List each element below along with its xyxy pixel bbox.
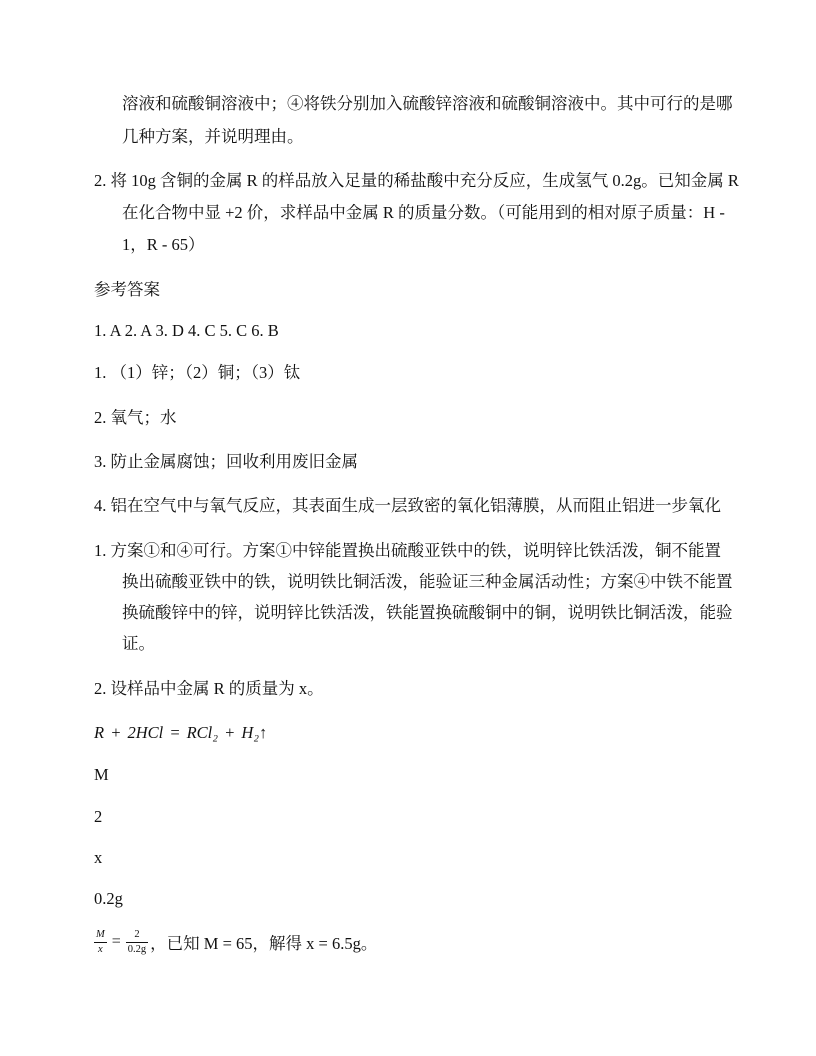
- fraction-denominator: 0.2g: [127, 943, 147, 955]
- calc-value: M: [94, 765, 109, 784]
- calc-answer-intro: 2. 设样品中金属 R 的质量为 x。: [94, 679, 324, 698]
- explain-answer-1-line: 换硫酸锌中的锌，说明锌比铁活泼，铁能置换硫酸铜中的铜，说明铁比铜活泼，能验: [122, 603, 733, 622]
- choice-answers: 1. A 2. A 3. D 4. C 5. C 6. B: [94, 321, 279, 340]
- calc-result-line: [94, 925, 377, 959]
- calc-value: 0.2g: [94, 889, 123, 908]
- fill-answer-2: 2. 氧气；水: [94, 408, 177, 427]
- chemical-equation: R + 2HCl = RCl₂ + H₂↑: [94, 723, 268, 742]
- fraction-numerator: 2: [126, 929, 148, 943]
- question-2-line: 在化合物中显 +2 价，求样品中金属 R 的质量分数。（可能用到的相对原子质量：H -: [122, 203, 725, 222]
- fraction-numerator: M: [94, 929, 107, 943]
- fraction-m-over-x: [94, 929, 107, 956]
- question-2-line: 1，R - 65）: [122, 235, 205, 254]
- question-text-line: 几种方案，并说明理由。: [122, 127, 304, 146]
- explain-answer-1-line: 换出硫酸亚铁中的铁，说明铁比铜活泼，能验证三种金属活动性；方案④中铁不能置: [122, 572, 733, 591]
- fraction-denominator: x: [98, 943, 103, 955]
- explain-answer-1-line: 1. 方案①和④可行。方案①中锌能置换出硫酸亚铁中的铁，说明锌比铁活泼，铜不能置: [94, 541, 721, 560]
- fill-answer-3: 3. 防止金属腐蚀；回收利用废旧金属: [94, 452, 358, 471]
- equals-sign: =: [111, 933, 121, 950]
- calc-value: x: [94, 848, 103, 867]
- calc-value: 2: [94, 807, 103, 826]
- answers-heading: 参考答案: [94, 280, 160, 299]
- fraction-2-over-02g: [126, 929, 148, 956]
- question-text-line: 溶液和硫酸铜溶液中；④将铁分别加入硫酸锌溶液和硫酸铜溶液中。其中可行的是哪: [122, 94, 733, 113]
- calc-result-text: ，已知 M = 65，解得 x = 6.5g。: [150, 934, 378, 953]
- fill-answer-1: 1. （1）锌；（2）铜；（3）钛: [94, 363, 301, 382]
- explain-answer-1-line: 证。: [122, 634, 155, 653]
- fill-answer-4: 4. 铝在空气中与氧气反应，其表面生成一层致密的氧化铝薄膜，从而阻止铝进一步氧化: [94, 496, 721, 515]
- question-2-line: 2. 将 10g 含铜的金属 R 的样品放入足量的稀盐酸中充分反应，生成氢气 0.2g。已知金属 R: [94, 171, 739, 190]
